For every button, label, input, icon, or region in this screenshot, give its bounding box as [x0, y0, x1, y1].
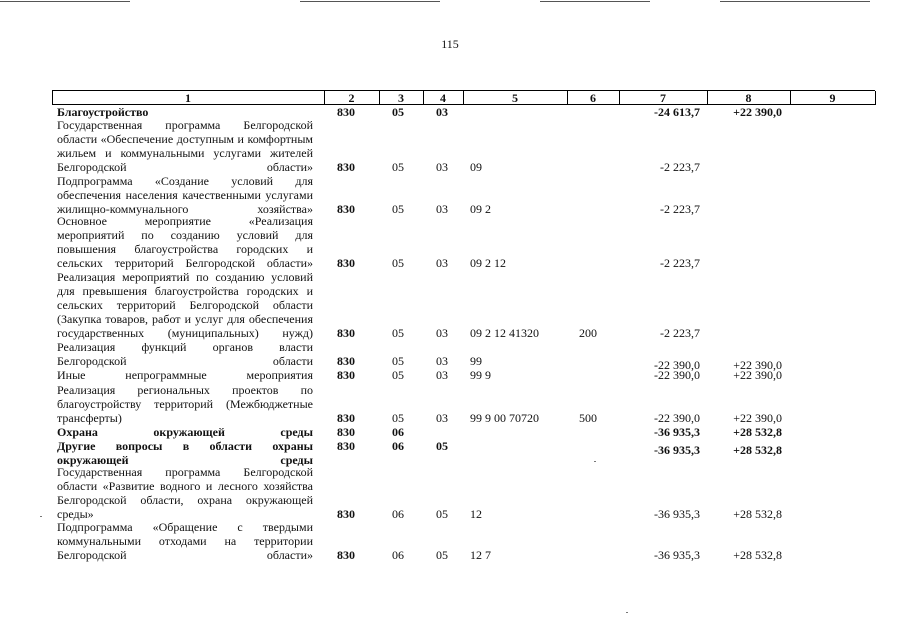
row-col-4: 03 [436, 368, 448, 382]
header-col-1: 1 [185, 91, 191, 105]
row-col-7: -36 935,3 [654, 443, 700, 457]
row-col-8: +28 532,8 [733, 507, 782, 521]
row-col-2: 830 [337, 160, 355, 174]
row-col-2: 830 [337, 507, 355, 521]
row-col-7: -22 390,0 [654, 368, 700, 382]
row-col-3: 06 [392, 548, 404, 562]
scan-top-edge-right [720, 1, 870, 2]
header-col-9: 9 [829, 91, 836, 105]
row-col-8: +22 390,0 [733, 368, 782, 382]
header-col-2: 2 [348, 91, 355, 105]
row-col-5: 09 2 [470, 202, 491, 216]
row-description: Благоустройство [57, 105, 149, 119]
row-description: Иные непрограммные мероприятия [57, 368, 313, 382]
row-col-2: 830 [337, 411, 355, 425]
page-number: 115 [441, 37, 459, 51]
row-description: Охрана окружающей среды [57, 425, 313, 439]
row-col-4: 05 [436, 507, 448, 521]
row-description: Государственная программа Белгородской области «Развитие водного и лесного хозяйства Белгородской области, охрана окружающей среды» [57, 465, 313, 521]
row-col-3: 06 [392, 439, 404, 453]
row-col-2: 830 [337, 439, 355, 453]
row-col-3: 05 [392, 354, 404, 368]
row-col-4: 03 [436, 256, 448, 270]
row-description: Подпрограмма «Создание условий для обеспечения населения качественными услугами жилищно-коммунального хозяйства» [57, 174, 313, 216]
row-col-8: +22 390,0 [733, 358, 782, 372]
row-col-4: 03 [436, 105, 448, 119]
row-col-7: -2 223,7 [660, 160, 700, 174]
row-col-5: 12 7 [470, 548, 491, 562]
row-description: Государственная программа Белгородской области «Обеспечение доступным и комфортным жильем и коммунальными услугами жителей Белгородской области» [57, 118, 313, 174]
row-col-3: 05 [392, 160, 404, 174]
row-col-3: 05 [392, 326, 404, 340]
header-col-7: 7 [660, 91, 666, 105]
row-col-5: 09 2 12 41320 [470, 326, 539, 340]
row-col-7: -2 223,7 [660, 202, 700, 216]
row-col-8: +28 532,8 [733, 548, 782, 562]
row-col-4: 03 [436, 326, 448, 340]
row-description: Основное мероприятие «Реализация мероприятий по созданию условий для повышения благоустройства городских и сельских территорий Белгородской области» [57, 214, 313, 270]
row-col-4: 05 [436, 439, 448, 453]
row-col-3: 05 [392, 202, 404, 216]
row-col-8: +22 390,0 [733, 411, 782, 425]
row-col-2: 830 [337, 105, 355, 119]
row-col-3: 06 [392, 507, 404, 521]
row-col-4: 03 [436, 354, 448, 368]
row-col-5: 09 2 12 [470, 256, 506, 270]
row-col-7: -22 390,0 [654, 411, 700, 425]
scan-top-edge-mid2 [540, 1, 650, 2]
row-col-7: -2 223,7 [660, 256, 700, 270]
row-col-4: 03 [436, 411, 448, 425]
scan-speck [594, 461, 596, 462]
row-col-3: 05 [392, 411, 404, 425]
header-col-3: 3 [398, 91, 404, 105]
row-col-2: 830 [337, 425, 355, 439]
row-col-3: 06 [392, 425, 404, 439]
header-col-4: 4 [440, 91, 446, 105]
row-col-7: -22 390,0 [654, 358, 700, 372]
row-description: Реализация функций органов власти Белгородской области [57, 340, 313, 368]
row-col-4: 05 [436, 548, 448, 562]
row-col-3: 05 [392, 368, 404, 382]
header-col-8: 8 [745, 91, 752, 105]
header-col-6: 6 [590, 91, 596, 105]
row-col-5: 12 [470, 507, 482, 521]
row-col-5: 99 [470, 354, 482, 368]
row-col-6: 200 [579, 326, 597, 340]
row-col-2: 830 [337, 256, 355, 270]
scan-top-edge-mid [300, 1, 440, 2]
row-col-7: -36 935,3 [654, 425, 700, 439]
row-col-5: 99 9 [470, 368, 491, 382]
row-col-5: 99 9 00 70720 [470, 411, 539, 425]
row-col-8: +28 532,8 [733, 425, 782, 439]
row-col-2: 830 [337, 202, 355, 216]
row-description: Реализация региональных проектов по благоустройству территорий (Межбюджетные трансферты) [57, 383, 313, 425]
row-col-4: 03 [436, 202, 448, 216]
row-description: Другие вопросы в области охраны окружающей среды [57, 439, 313, 467]
scan-top-edge-left [0, 1, 130, 2]
scan-speck [626, 612, 628, 613]
row-col-2: 830 [337, 354, 355, 368]
row-col-7: -2 223,7 [660, 326, 700, 340]
row-col-7: -36 935,3 [654, 548, 700, 562]
row-col-3: 05 [392, 105, 404, 119]
row-description: Подпрограмма «Обращение с твердыми коммунальными отходами на территории Белгородской области» [57, 520, 313, 562]
row-col-5: 09 [470, 160, 482, 174]
row-col-2: 830 [337, 326, 355, 340]
header-divider [875, 91, 876, 105]
row-col-4: 03 [436, 160, 448, 174]
row-col-7: -36 935,3 [654, 507, 700, 521]
row-description: Реализация мероприятий по созданию условий для превышения благоустройства городских и сельских территорий Белгородской области (Закупка товаров, работ и услуг для обеспечения государственных (муниципальных) нужд) [57, 270, 313, 340]
header-col-5: 5 [512, 91, 518, 105]
row-col-7: -24 613,7 [654, 105, 700, 119]
row-col-2: 830 [337, 368, 355, 382]
scan-speck [40, 516, 42, 517]
row-col-8: +28 532,8 [733, 443, 782, 457]
row-col-6: 500 [579, 411, 597, 425]
row-col-2: 830 [337, 548, 355, 562]
row-col-3: 05 [392, 256, 404, 270]
row-col-8: +22 390,0 [733, 105, 782, 119]
